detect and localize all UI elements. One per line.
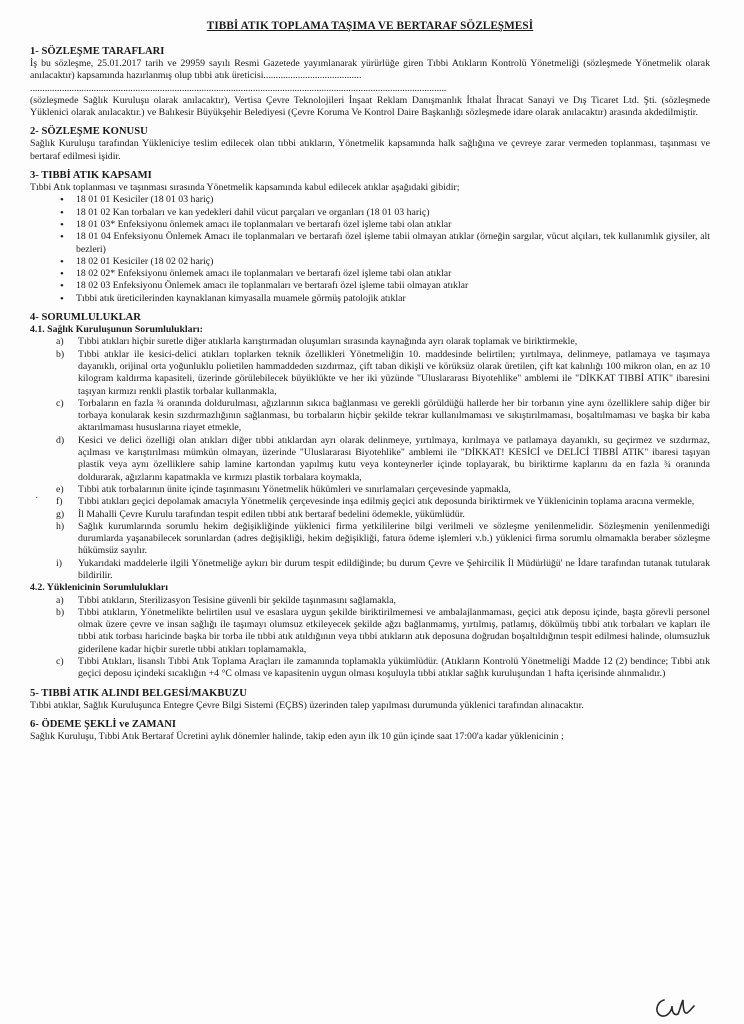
document-title: TIBBİ ATIK TOPLAMA TAŞIMA VE BERTARAF SÖZLEŞMESİ <box>206 20 534 32</box>
item-text: Tıbbi atıkların, Sterilizasyon Tesisine güvenli bir şekilde taşınmasını sağlamakla, <box>78 594 397 606</box>
list-item: • 18 01 03* Enfeksiyonu önlemek amacı ile toplanmaları ve bertarafı özel işleme tabi olan atıklar <box>60 219 710 231</box>
section-title: 3- TIBBİ ATIK KAPSAMI <box>30 170 152 182</box>
section-parties <box>30 45 710 119</box>
list-item: • 18 02 02* Enfeksiyonu önlemek amacı ile toplanmaları ve bertarafı özel işleme tabi olan atıklar <box>60 268 710 280</box>
item-text: Kesici ve delici özelliği olan atıkları diğer tıbbi atıklardan ayrı olarak delinmeye, yırtılmaya, kırılmaya ve patlamaya dayanıklı, su geçirmez ve sızdırmaz, açılması ve karıştırılması mümkün olmayan, üzerinde "Uluslararası Biyotehlike" amblemi ile "DİKKAT! KESİCİ ve DELİCİ TIBBİ ATIK" ibaresi taşıyan plastik veya aynı özelliklere sahip lamine kartondan yapılmış kutu veya konteynerler içinde toplayarak, bu biriktirme kaplarını da en fazla ¾ oranında doldurarak, ağızlarını kapatmakla ve kırmızı plastik torbalara koymakla, <box>78 434 710 483</box>
section-receipt <box>30 687 710 712</box>
list-item <box>56 484 710 496</box>
section-title: 2- SÖZLEŞME KONUSU <box>30 126 148 138</box>
item-label: a) <box>56 336 64 348</box>
section-title: 1- SÖZLEŞME TARAFLARI <box>30 46 165 57</box>
list-item <box>56 509 710 521</box>
margin-mark: · <box>35 493 39 504</box>
section-title: 4- SORUMLULUKLAR <box>30 312 141 324</box>
handwritten-signature <box>650 994 700 1022</box>
section-responsibilities <box>30 311 710 681</box>
list-item: • 18 02 01 Kesiciler (18 02 02 hariç) <box>60 256 710 268</box>
item-label: d) <box>56 434 65 446</box>
paragraph: (sözleşmede Sağlık Kuruluşu olarak anılacaktır), Vertisa Çevre Teknolojileri İnşaat Reklam Danışmanlık İthalat İhracat Sanayi ve Dış Ticaret Ltd. Şti. (sözleşmede Yüklenici olarak anılacaktır.) ve Balıkesir Büyükşehir Belediyesi (Çevre Koruma Ve Kontrol Daire Başkanlığı sözleşmede idare olarak anılacaktır) arasında akdedilmiştir. <box>30 94 710 119</box>
list-item: • 18 01 04 Enfeksiyonu Önlemek Amacı ile toplanmaları ve bertarafı özel işleme tabii olmayan atıklar (örneğin sargılar, vücut alçıları, tek kullanımlık giysiler, alt bezleri) <box>60 231 710 256</box>
health-institution-duties <box>30 336 710 582</box>
item-text: Tıbbi atıklar ile kesici-delici atıkları toplarken teknik özellikleri Yönetmeliğin 10. maddesinde belirtilen; yırtılmaya, delinmeye, patlamaya ve taşımaya dayanıklı, orijinal orta yoğunluklu polietilen hammaddeden sızdırmaz, çift taban dikişli ve körüksüz olarak üretilen, çift kat kalınlığı 100 mikron olan, en az 10 kilogram kaldırma kapasiteli, üzerinde görülebilecek büyüklükte ve her iki yüzünde "Uluslararası Biyotehlike" amblemi ile "DİKKAT TIBBİ ATIK" ibaresini taşıyan kırmızı renkli plastik torbalar kullanmakla, <box>78 348 710 397</box>
item-label: c) <box>56 397 64 409</box>
item-label: a) <box>56 594 64 606</box>
item-text: Tıbbi Atıkları, lisanslı Tıbbi Atık Toplama Araçları ile zamanında toplamakla yükümlüdür. (Atıkların Kontrolü Yönetmeliği Madde 12 (2) bendince; Tıbbi atık geçici deposu içindeki sıcaklığın +4 °C olması ve kapasitenin uygun olması koşuluyla tıbbi atıklar sağlık kuruluşundan 1 hafta içerisinde alınmalıdır.) <box>78 656 710 680</box>
paragraph: Sağlık Kuruluşu, Tıbbi Atık Bertaraf Ücretini aylık dönemler halinde, takip eden ayın ilk 10 gün içinde saat 17:00'a kadar yüklenicinin ; <box>30 730 564 742</box>
list-item <box>56 521 710 558</box>
list-item: • 18 01 02 Kan torbaları ve kan yedekleri dahil vücut parçaları ve organları (18 01 03 hariç) <box>60 207 710 219</box>
paragraph: .......................................................................................................................................................................... <box>30 82 447 94</box>
item-text: Tıbbi atıkların, Yönetmelikte belirtilen usul ve esaslara uygun şekilde biriktirilmemesi ve ambalajlanmaması, geçici atık deposu içinde, başta görevli personel olmak üzere çevre ve insan sağlığı ile taşımayı olumsuz etkileyecek şekilde ağzı bağlanmamış, yırtılmış, patlamış, dökülmüş tıbbi atık torbaları ve kapları ile tıbbi atık torbası haricinde başka bir torba ile tıbbi atık atıldığının veya tıbbi atıkların atık deposuna doğrudan boşaltıldığının tespit edilmesi halinde, olumsuzluk giderilene kadar hiçbir suretle tıbbi atıkları toplamamakla, <box>78 606 710 655</box>
item-label: c) <box>56 656 64 668</box>
subsection-title: 4.2. Yüklenicinin Sorumlulukları <box>30 582 168 594</box>
list-item <box>56 656 710 681</box>
item-label: g) <box>56 508 65 520</box>
item-label: b) <box>56 348 65 360</box>
section-title: 6- ÖDEME ŞEKLİ ve ZAMANI <box>30 718 176 730</box>
item-text: Sağlık kurumlarında sorumlu hekim değişikliğinde yüklenici firma yetkililerine bilgi verilmeli ve sözleşme yenilenmelidir. Sözleşmenin yenilenmediği durumlarda yaşanabilecek sorunlardan (adres değişikliği, hekim değişikliği, fatura ödeme işlemleri v.b.) yüklenici firma sorumlu olmamakla beraber sözleşme hükümsüz sayılır. <box>78 520 710 557</box>
section-payment <box>30 718 710 743</box>
item-text: Yukarıdaki maddelerle ilgili Yönetmeliğe aykırı bir durum tespit edildiğinde; bu durum Çevre ve Şehircilik İl Müdürlüğü' ne İdare tarafından tutanak tutularak bildirilir. <box>78 557 710 581</box>
item-label: i) <box>56 557 62 569</box>
list-item <box>56 607 710 656</box>
paragraph: Tıbbi atıklar, Sağlık Kuruluşunca Entegre Çevre Bilgi Sistemi (EÇBS) üzerinden talep yapılması durumunda yüklenici tarafından alınacaktır. <box>30 699 584 711</box>
item-text: Tıbbi atık torbalarının ünite içinde taşınmasını Yönetmelik hükümleri ve sınırlamaları çerçevesinde yapmakla, <box>78 483 511 495</box>
item-label: h) <box>56 520 65 532</box>
list-item: • 18 01 01 Kesiciler (18 01 03 hariç) <box>60 194 710 206</box>
list-item: • 18 02 03 Enfeksiyonu Önlemek amacı ile toplanmaları ve bertarafı özel işleme tabii olmayan atıklar <box>60 280 710 292</box>
list-item <box>56 496 710 508</box>
paragraph: Tıbbi Atık toplanması ve taşınması sırasında Yönetmelik kapsamında kabul edilecek atıklar aşağıdaki gibidir; <box>30 182 460 194</box>
paragraph: İş bu sözleşme, 25.01.2017 tarih ve 29959 sayılı Resmi Gazetede yayımlanarak yürürlüğe giren Tıbbi Atıkların Kontrolü Yönetmeliği (sözleşmede Yönetmelik olarak anılacaktır) kapsamında hazırlanmış olup tıbbi atık üreticisi........................................ <box>30 58 710 82</box>
item-text: Tıbbi atıkları geçici depolamak amacıyla Yönetmelik çerçevesinde inşa edilmiş geçici atık deposunda biriktirmek ve Yüklenicinin toplama aracına vermekle, <box>78 496 695 508</box>
item-label: f) <box>56 496 63 508</box>
paragraph: Sağlık Kuruluşu tarafından Yükleniciye teslim edilecek olan tıbbi atıkların, Yönetmelik kapsamında halk sağlığına ve çevreye zarar vermeden toplanması, taşınması ve bertaraf edilmesi işidir. <box>30 138 710 162</box>
contractor-duties <box>30 595 710 681</box>
item-text: Torbaların en fazla ¾ oranında doldurulması, ağızlarının sıkıca bağlanması ve gerekli görüldüğü hallerde her bir torbanın yine aynı özelliklere sahip diğer bir torbaya konularak kesin sızdırmazlığının sağlanması, bu torbaların hiçbir şekilde tekrar kullanılmaması ve sıkıştırılmaması, boşaltılmaması ve başka bir kaba aktarılmaması hususlarına riayet etmekle, <box>78 397 710 434</box>
waste-code-list <box>30 194 710 305</box>
list-item <box>56 558 710 583</box>
list-item <box>56 336 710 348</box>
item-text: Tıbbi atıkları hiçbir suretle diğer atıklarla karıştırmadan oluşumları sırasında kaynağında ayrı olarak toplamak ve biriktirmekle, <box>78 336 578 348</box>
list-item: • Tıbbi atık üreticilerinden kaynaklanan kimyasalla muamele görmüş patolojik atıklar <box>60 293 710 305</box>
item-text: İl Mahalli Çevre Kurulu tarafından tespit edilen tıbbi atık bertaraf bedelini ödemekle, yükümlüdür. <box>78 508 465 520</box>
section-title: 5- TIBBİ ATIK ALINDI BELGESİ/MAKBUZU <box>30 687 247 699</box>
section-subject <box>30 125 710 163</box>
item-label: e) <box>56 483 64 495</box>
list-item <box>56 349 710 398</box>
list-item <box>56 595 710 607</box>
list-item <box>56 435 710 484</box>
section-waste-scope <box>30 169 710 305</box>
list-item <box>56 398 710 435</box>
item-label: b) <box>56 606 65 618</box>
subsection-title: 4.1. Sağlık Kuruluşunun Sorumlulukları: <box>30 324 203 336</box>
